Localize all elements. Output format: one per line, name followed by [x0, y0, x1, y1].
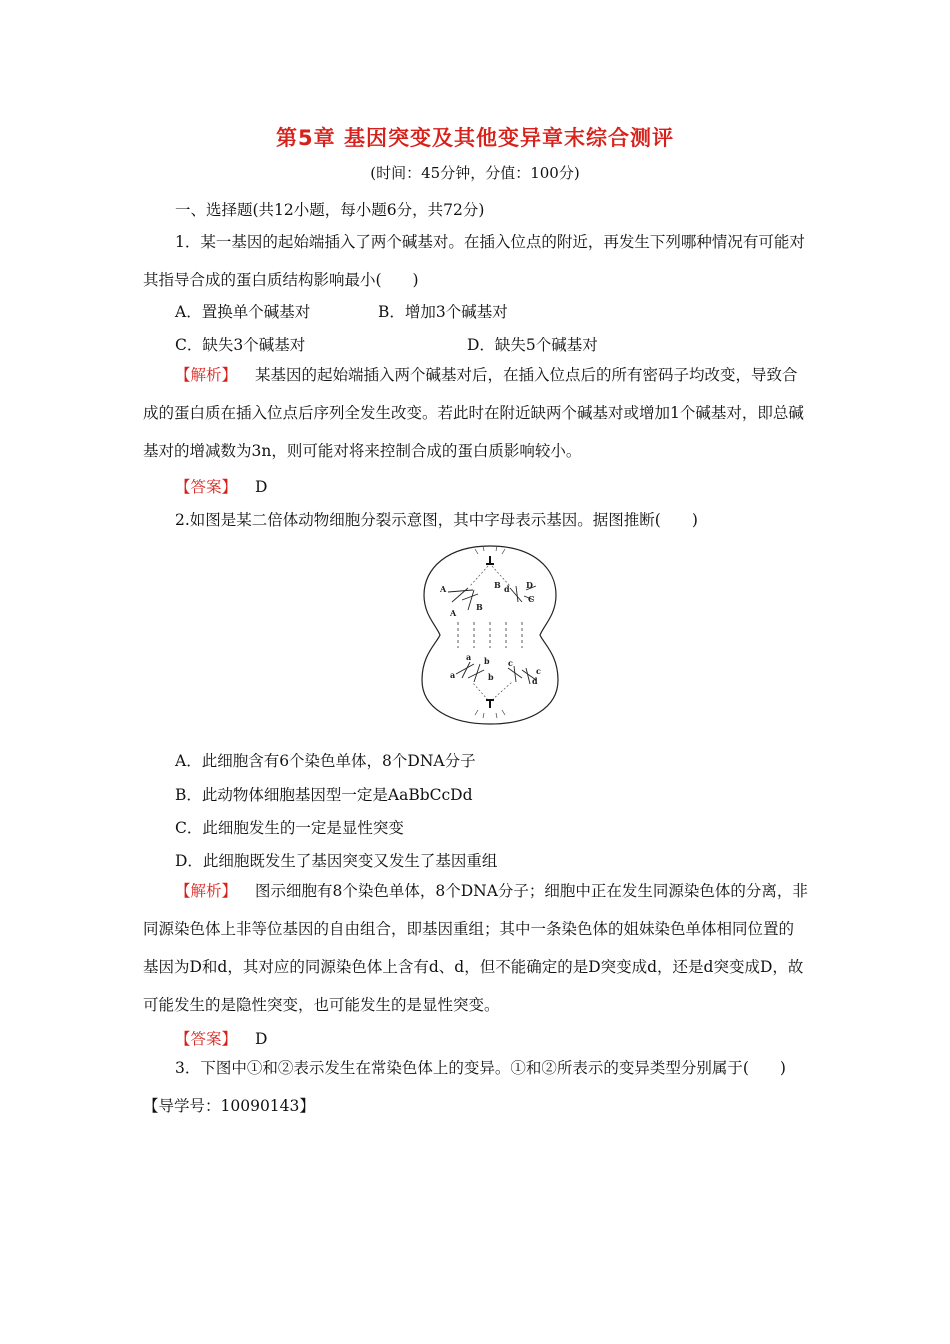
cell-division-diagram [418, 540, 562, 730]
q2-analysis [143, 872, 809, 1024]
answer-tag: 【答案】 [175, 1030, 238, 1048]
q2-option-c: C．此细胞发生的一定是显性突变 [175, 819, 404, 837]
page-title: 第5章 基因突变及其他变异章末综合测评 [276, 126, 674, 150]
gene-label: D [526, 580, 533, 590]
q1-answer [175, 475, 267, 497]
question-2-stem: 2.如图是某二倍体动物细胞分裂示意图，其中字母表示基因。据图推断( ) [175, 511, 698, 529]
gene-label: c [508, 658, 513, 668]
q1-option-c: C．缺失3个碱基对 [175, 336, 306, 354]
q1-analysis [143, 356, 809, 470]
q2-answer-value: D [255, 1030, 268, 1048]
gene-label: A [450, 608, 457, 618]
question-3-stem: 3．下图中①和②表示发生在常染色体上的变异。①和②所表示的变异类型分别属于( )【导学号：10090143】 [143, 1059, 786, 1115]
gene-label: b [488, 672, 494, 682]
answer-tag: 【答案】 [175, 478, 238, 496]
q1-option-b: B．增加3个碱基对 [378, 303, 508, 321]
q2-analysis-text: 图示细胞有8个染色单体，8个DNA分子；细胞中正在发生同源染色体的分离，非同源染色体上非等位基因的自由组合，即基因重组；其中一条染色体的姐妹染色单体相同位置的基因为D和d，其对应的同源染色体上含有d、d，但不能确定的是D突变成d，还是d突变成D，故可能发生的是隐性突变，也可能发生的是显性突变。 [143, 882, 808, 1014]
gene-label: c [536, 666, 541, 676]
q2-option-b: B．此动物体细胞基因型一定是AaBbCcDd [175, 786, 473, 804]
gene-label: d [532, 676, 538, 686]
q2-answer [175, 1027, 267, 1049]
gene-label: a [466, 652, 472, 662]
q2-option-d: D．此细胞既发生了基因突变又发生了基因重组 [175, 852, 498, 870]
q1-answer-value: D [255, 478, 268, 496]
gene-label: d [504, 584, 510, 594]
analysis-tag: 【解析】 [175, 882, 238, 900]
gene-label: C [528, 594, 535, 604]
q1-option-d: D．缺失5个碱基对 [467, 336, 598, 354]
q1-option-a: A．置换单个碱基对 [175, 303, 311, 321]
exam-info: (时间：45分钟，分值：100分) [370, 164, 580, 182]
q1-analysis-text: 某基因的起始端插入两个碱基对后，在插入位点后的所有密码子均改变，导致合成的蛋白质在插入位点后序列全发生改变。若此时在附近缺两个碱基对或增加1个碱基对，即总碱基对的增减数为3n，则可能对将来控制合成的蛋白质影响较小。 [143, 366, 804, 460]
gene-label: A [440, 584, 447, 594]
section-heading: 一、选择题(共12小题，每小题6分，共72分) [175, 201, 485, 219]
analysis-tag: 【解析】 [175, 366, 238, 384]
gene-label: b [484, 656, 490, 666]
gene-label: a [450, 670, 456, 680]
gene-label: B [476, 602, 483, 612]
q2-option-a: A．此细胞含有6个染色单体，8个DNA分子 [175, 752, 476, 770]
question-1-stem: 1．某一基因的起始端插入了两个碱基对。在插入位点的附近，再发生下列哪种情况有可能对其指导合成的蛋白质结构影响最小( ) [143, 233, 805, 289]
gene-label: B [494, 580, 501, 590]
